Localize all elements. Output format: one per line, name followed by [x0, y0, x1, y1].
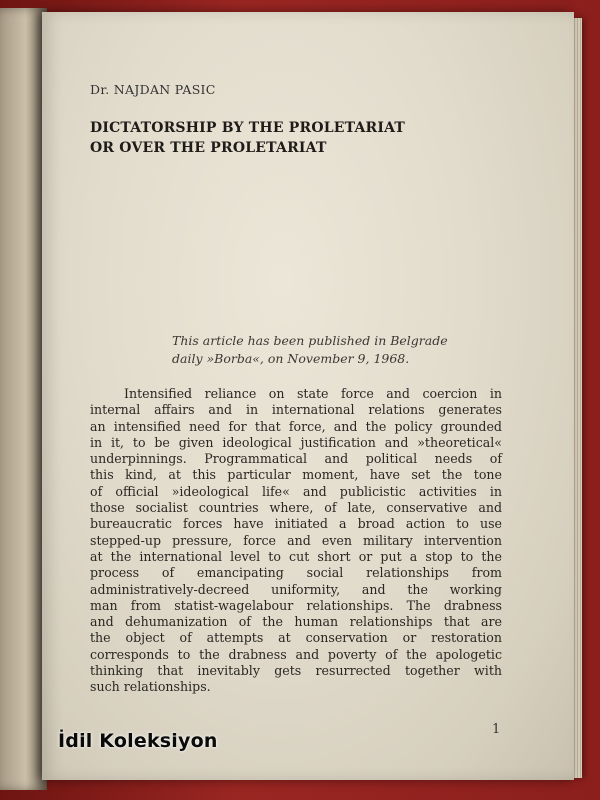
body-line: and dehumanization of the human relationships that are: [90, 614, 502, 630]
publication-note: [172, 332, 512, 368]
body-line: at the international level to cut short or put a stop to the: [90, 548, 502, 564]
title-line: OR OVER THE PROLETARIAT: [90, 140, 327, 156]
body-line: thinking that inevitably gets resurrected together with: [90, 663, 502, 679]
note-line: daily »Borba«, on November 9, 1968.: [172, 351, 410, 366]
body-line: underpinnings. Programmatical and political needs of: [90, 451, 502, 467]
body-line: stepped-up pressure, force and even military intervention: [90, 532, 502, 548]
article-title: [90, 118, 530, 158]
body-line: Intensified reliance on state force and coercion in: [124, 386, 502, 401]
body-line: of official »ideological life« and publicistic activities in: [90, 483, 502, 499]
body-line: such relationships.: [90, 679, 211, 695]
body-line: this kind, at this particular moment, have set the tone: [90, 467, 502, 483]
body-line: internal affairs and in international relations generates: [90, 402, 502, 418]
body-line: process of emancipating social relationships from: [90, 565, 502, 581]
body-line: the object of attempts at conservation or restoration: [90, 630, 502, 646]
title-line: DICTATORSHIP BY THE PROLETARIAT: [90, 120, 406, 136]
body-line: in it, to be given ideological justification and »theoretical«: [90, 434, 502, 450]
note-line: This article has been published in Belgrade: [172, 333, 448, 348]
body-line: corresponds to the drabness and poverty of the apologetic: [90, 646, 502, 662]
body-line: man from statist-wagelabour relationships. The drabness: [90, 597, 502, 613]
left-page-edge: [0, 8, 47, 790]
article-body: [90, 386, 502, 696]
body-line: bureaucratic forces have initiated a broad action to use: [90, 516, 502, 532]
body-line: administratively-decreed uniformity, and the working: [90, 581, 502, 597]
body-line: those socialist countries where, of late, conservative and: [90, 500, 502, 516]
watermark-text: İdil Koleksiyon: [58, 730, 218, 752]
document-page: [42, 12, 574, 780]
body-line: an intensified need for that force, and the policy grounded: [90, 418, 502, 434]
page-number: 1: [492, 722, 501, 737]
author-name: Dr. NAJDAN PASIC: [90, 82, 216, 97]
